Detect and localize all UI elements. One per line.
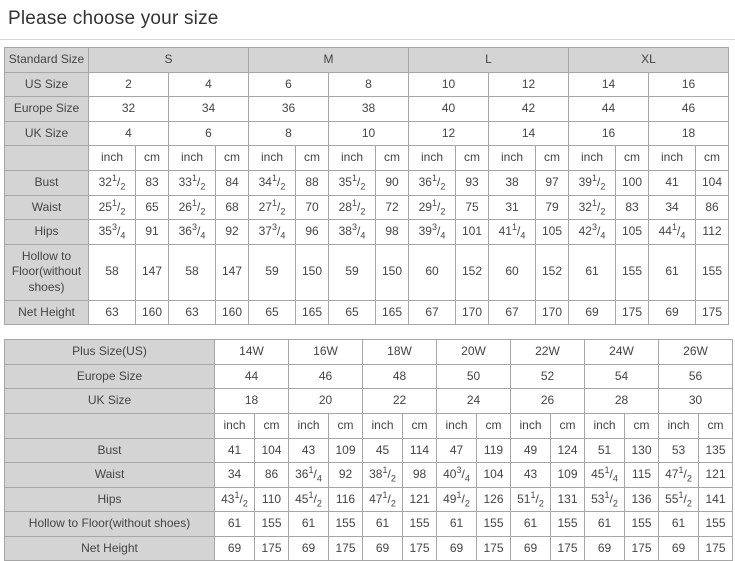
standard-size-value: M (249, 48, 409, 73)
waist-value: $40^3/_4$ (437, 463, 477, 488)
waist-value: 98 (403, 463, 437, 488)
plus-size-us-value: 18W (363, 340, 437, 365)
waist-value: 34 (649, 195, 696, 220)
bust-value: 43 (289, 438, 329, 463)
standard-size-value: S (89, 48, 249, 73)
hollow-to-floor-label: Hollow to Floor(without shoes) (5, 512, 215, 537)
waist-value: 109 (551, 463, 585, 488)
waist-value: $25^1/_2$ (89, 195, 136, 220)
net-height-value: 69 (511, 536, 551, 561)
uk-size-value: 18 (215, 389, 289, 414)
units-value: inch (363, 413, 403, 438)
net-height-value: 165 (376, 300, 409, 325)
europe-size-row (5, 364, 733, 389)
hollow-to-floor-value: 155 (696, 244, 729, 300)
units-value: inch (649, 146, 696, 171)
bust-value: 51 (585, 438, 625, 463)
bust-value: 83 (136, 170, 169, 195)
units-label (5, 146, 89, 171)
net-height-value: 165 (296, 300, 329, 325)
bust-value: 45 (363, 438, 403, 463)
uk-size-label: UK Size (5, 121, 89, 146)
hips-value: 136 (625, 487, 659, 512)
units-value: inch (489, 146, 536, 171)
hips-value: 98 (376, 220, 409, 245)
waist-value: 31 (489, 195, 536, 220)
hips-value: 141 (699, 487, 733, 512)
bust-value: 90 (376, 170, 409, 195)
hips-label: Hips (5, 220, 89, 245)
units-value: cm (403, 413, 437, 438)
bust-value: $39^1/_2$ (569, 170, 616, 195)
units-row (5, 413, 733, 438)
units-value: cm (456, 146, 489, 171)
europe-size-value: 42 (489, 97, 569, 122)
waist-value: 115 (625, 463, 659, 488)
net-height-value: 69 (659, 536, 699, 561)
net-height-value: 63 (169, 300, 216, 325)
uk-size-value: 26 (511, 389, 585, 414)
units-value: cm (329, 413, 363, 438)
bust-value: 47 (437, 438, 477, 463)
hollow-to-floor-value: 152 (456, 244, 489, 300)
net-height-label: Net Height (5, 300, 89, 325)
bust-value: 104 (696, 170, 729, 195)
units-value: inch (585, 413, 625, 438)
bust-value: $35^1/_2$ (329, 170, 376, 195)
net-height-value: 69 (215, 536, 255, 561)
plus-size-us-value: 20W (437, 340, 511, 365)
bust-value: 93 (456, 170, 489, 195)
title-divider (0, 39, 735, 40)
waist-value: $28^1/_2$ (329, 195, 376, 220)
europe-size-value: 52 (511, 364, 585, 389)
waist-value: 79 (536, 195, 569, 220)
hips-value: $36^3/_4$ (169, 220, 216, 245)
standard-size-label: Standard Size (5, 48, 89, 73)
waist-value: 65 (136, 195, 169, 220)
europe-size-value: 46 (289, 364, 363, 389)
net-height-value: 65 (329, 300, 376, 325)
hollow-to-floor-value: 150 (296, 244, 329, 300)
waist-value: 70 (296, 195, 329, 220)
europe-size-value: 40 (409, 97, 489, 122)
us-size-label: US Size (5, 72, 89, 97)
net-height-value: 175 (625, 536, 659, 561)
net-height-value: 175 (403, 536, 437, 561)
europe-size-value: 38 (329, 97, 409, 122)
hollow-to-floor-value: 155 (403, 512, 437, 537)
bust-row (5, 438, 733, 463)
waist-value: 34 (215, 463, 255, 488)
waist-label: Waist (5, 195, 89, 220)
units-value: cm (699, 413, 733, 438)
europe-size-row (5, 97, 729, 122)
us-size-value: 4 (169, 72, 249, 97)
bust-value: 104 (255, 438, 289, 463)
hips-value: 91 (136, 220, 169, 245)
uk-size-value: 20 (289, 389, 363, 414)
net-height-value: 175 (477, 536, 511, 561)
europe-size-value: 48 (363, 364, 437, 389)
waist-value: 121 (699, 463, 733, 488)
net-height-value: 175 (551, 536, 585, 561)
bust-value: $36^1/_2$ (409, 170, 456, 195)
net-height-value: 69 (437, 536, 477, 561)
net-height-value: 175 (616, 300, 649, 325)
europe-size-value: 36 (249, 97, 329, 122)
net-height-value: 170 (456, 300, 489, 325)
units-value: cm (296, 146, 329, 171)
units-value: inch (215, 413, 255, 438)
hips-label: Hips (5, 487, 215, 512)
bust-value: 53 (659, 438, 699, 463)
net-height-value: 69 (569, 300, 616, 325)
bust-value: 130 (625, 438, 659, 463)
uk-size-value: 10 (329, 121, 409, 146)
hips-value: 121 (403, 487, 437, 512)
plus-size-us-row (5, 340, 733, 365)
bust-value: $33^1/_2$ (169, 170, 216, 195)
net-height-row (5, 536, 733, 561)
waist-value: 92 (329, 463, 363, 488)
hollow-to-floor-value: 61 (511, 512, 551, 537)
hips-value: $53^1/_2$ (585, 487, 625, 512)
hollow-to-floor-value: 61 (569, 244, 616, 300)
hollow-to-floor-value: 58 (169, 244, 216, 300)
net-height-row (5, 300, 729, 325)
waist-value: 86 (255, 463, 289, 488)
europe-size-value: 46 (649, 97, 729, 122)
net-height-value: 67 (489, 300, 536, 325)
units-value: inch (289, 413, 329, 438)
bust-value: 135 (699, 438, 733, 463)
hollow-to-floor-label: Hollow to Floor(without shoes) (5, 244, 89, 300)
hips-value: $41^1/_4$ (489, 220, 536, 245)
hips-value: 110 (255, 487, 289, 512)
net-height-value: 69 (585, 536, 625, 561)
hollow-to-floor-value: 155 (699, 512, 733, 537)
hollow-to-floor-value: 150 (376, 244, 409, 300)
us-size-value: 2 (89, 72, 169, 97)
hollow-to-floor-value: 155 (255, 512, 289, 537)
net-height-value: 175 (699, 536, 733, 561)
hollow-to-floor-value: 61 (363, 512, 403, 537)
units-value: cm (477, 413, 511, 438)
hollow-to-floor-value: 61 (437, 512, 477, 537)
units-row (5, 146, 729, 171)
hollow-to-floor-value: 155 (477, 512, 511, 537)
uk-size-value: 12 (409, 121, 489, 146)
hips-value: $38^3/_4$ (329, 220, 376, 245)
europe-size-value: 44 (215, 364, 289, 389)
units-value: cm (625, 413, 659, 438)
hollow-to-floor-value: 147 (136, 244, 169, 300)
europe-size-label: Europe Size (5, 97, 89, 122)
hips-value: $47^1/_2$ (363, 487, 403, 512)
waist-value: 75 (456, 195, 489, 220)
bust-value: 109 (329, 438, 363, 463)
bust-value: 97 (536, 170, 569, 195)
size-guide-page (0, 8, 735, 561)
hips-value: 101 (456, 220, 489, 245)
bust-value: 119 (477, 438, 511, 463)
bust-value: 124 (551, 438, 585, 463)
net-height-value: 69 (363, 536, 403, 561)
uk-size-value: 22 (363, 389, 437, 414)
uk-size-value: 4 (89, 121, 169, 146)
waist-value: $45^1/_4$ (585, 463, 625, 488)
net-height-label: Net Height (5, 536, 215, 561)
net-height-value: 170 (536, 300, 569, 325)
hollow-to-floor-value: 60 (409, 244, 456, 300)
uk-size-value: 8 (249, 121, 329, 146)
bust-value: 41 (215, 438, 255, 463)
waist-value: $27^1/_2$ (249, 195, 296, 220)
bust-label: Bust (5, 170, 89, 195)
hips-value: 131 (551, 487, 585, 512)
hips-value: 112 (696, 220, 729, 245)
bust-value: 88 (296, 170, 329, 195)
europe-size-label: Europe Size (5, 364, 215, 389)
units-value: cm (551, 413, 585, 438)
us-size-value: 6 (249, 72, 329, 97)
units-value: inch (169, 146, 216, 171)
hollow-to-floor-value: 155 (329, 512, 363, 537)
uk-size-row (5, 121, 729, 146)
uk-size-value: 18 (649, 121, 729, 146)
us-size-value: 8 (329, 72, 409, 97)
hollow-to-floor-value: 61 (215, 512, 255, 537)
units-value: cm (616, 146, 649, 171)
waist-value: $38^1/_2$ (363, 463, 403, 488)
units-value: cm (536, 146, 569, 171)
uk-size-value: 30 (659, 389, 733, 414)
uk-size-value: 24 (437, 389, 511, 414)
uk-size-value: 14 (489, 121, 569, 146)
bust-value: 84 (216, 170, 249, 195)
net-height-value: 63 (89, 300, 136, 325)
page-title: Please choose your size (8, 8, 219, 29)
net-height-value: 69 (289, 536, 329, 561)
waist-value: $32^1/_2$ (569, 195, 616, 220)
standard-size-table (4, 47, 729, 325)
bust-value: 41 (649, 170, 696, 195)
europe-size-value: 44 (569, 97, 649, 122)
units-value: inch (329, 146, 376, 171)
us-size-value: 12 (489, 72, 569, 97)
bust-row (5, 170, 729, 195)
hips-value: $55^1/_2$ (659, 487, 699, 512)
hollow-to-floor-value: 155 (625, 512, 659, 537)
hollow-to-floor-value: 147 (216, 244, 249, 300)
hollow-to-floor-value: 61 (585, 512, 625, 537)
hips-value: 92 (216, 220, 249, 245)
net-height-value: 69 (649, 300, 696, 325)
hollow-to-floor-row (5, 244, 729, 300)
us-size-row (5, 72, 729, 97)
europe-size-value: 50 (437, 364, 511, 389)
plus-size-table (4, 339, 733, 561)
hollow-to-floor-value: 58 (89, 244, 136, 300)
waist-value: 86 (696, 195, 729, 220)
bust-value: 100 (616, 170, 649, 195)
hips-value: 105 (616, 220, 649, 245)
uk-size-label: UK Size (5, 389, 215, 414)
units-value: cm (216, 146, 249, 171)
waist-value: $26^1/_2$ (169, 195, 216, 220)
uk-size-row (5, 389, 733, 414)
bust-value: $34^1/_2$ (249, 170, 296, 195)
units-value: cm (136, 146, 169, 171)
plus-size-us-value: 16W (289, 340, 363, 365)
hips-value: $39^3/_4$ (409, 220, 456, 245)
plus-size-us-value: 22W (511, 340, 585, 365)
us-size-value: 14 (569, 72, 649, 97)
hips-value: $44^1/_4$ (649, 220, 696, 245)
waist-row (5, 463, 733, 488)
standard-size-value: L (409, 48, 569, 73)
hollow-to-floor-row (5, 512, 733, 537)
waist-row (5, 195, 729, 220)
standard-size-row (5, 48, 729, 73)
hips-value: $35^3/_4$ (89, 220, 136, 245)
hollow-to-floor-value: 59 (329, 244, 376, 300)
standard-size-value: XL (569, 48, 729, 73)
units-value: inch (409, 146, 456, 171)
hips-value: 116 (329, 487, 363, 512)
hips-value: $49^1/_2$ (437, 487, 477, 512)
hollow-to-floor-value: 61 (659, 512, 699, 537)
units-value: inch (249, 146, 296, 171)
units-value: inch (89, 146, 136, 171)
net-height-value: 175 (255, 536, 289, 561)
hollow-to-floor-value: 155 (616, 244, 649, 300)
hollow-to-floor-value: 61 (289, 512, 329, 537)
waist-value: $29^1/_2$ (409, 195, 456, 220)
bust-value: 38 (489, 170, 536, 195)
waist-label: Waist (5, 463, 215, 488)
units-value: inch (659, 413, 699, 438)
uk-size-value: 28 (585, 389, 659, 414)
plus-size-us-value: 24W (585, 340, 659, 365)
europe-size-value: 34 (169, 97, 249, 122)
hips-row (5, 487, 733, 512)
hips-value: $51^1/_2$ (511, 487, 551, 512)
hips-value: $37^3/_4$ (249, 220, 296, 245)
hips-value: 126 (477, 487, 511, 512)
net-height-value: 160 (136, 300, 169, 325)
units-value: cm (696, 146, 729, 171)
net-height-value: 160 (216, 300, 249, 325)
hips-value: $45^1/_2$ (289, 487, 329, 512)
plus-size-us-value: 26W (659, 340, 733, 365)
bust-value: 114 (403, 438, 437, 463)
hips-value: $43^1/_2$ (215, 487, 255, 512)
hips-row (5, 220, 729, 245)
units-label (5, 413, 215, 438)
hollow-to-floor-value: 155 (551, 512, 585, 537)
hips-value: 96 (296, 220, 329, 245)
hips-value: $42^3/_4$ (569, 220, 616, 245)
hollow-to-floor-value: 59 (249, 244, 296, 300)
waist-value: 72 (376, 195, 409, 220)
uk-size-value: 16 (569, 121, 649, 146)
waist-value: 68 (216, 195, 249, 220)
units-value: cm (255, 413, 289, 438)
waist-value: 83 (616, 195, 649, 220)
plus-size-us-value: 14W (215, 340, 289, 365)
bust-label: Bust (5, 438, 215, 463)
hollow-to-floor-value: 61 (649, 244, 696, 300)
hollow-to-floor-value: 152 (536, 244, 569, 300)
waist-value: 43 (511, 463, 551, 488)
net-height-value: 175 (329, 536, 363, 561)
hollow-to-floor-value: 60 (489, 244, 536, 300)
net-height-value: 175 (696, 300, 729, 325)
units-value: inch (569, 146, 616, 171)
waist-value: $36^1/_4$ (289, 463, 329, 488)
us-size-value: 10 (409, 72, 489, 97)
units-value: cm (376, 146, 409, 171)
waist-value: 104 (477, 463, 511, 488)
net-height-value: 67 (409, 300, 456, 325)
uk-size-value: 6 (169, 121, 249, 146)
europe-size-value: 54 (585, 364, 659, 389)
units-value: inch (511, 413, 551, 438)
plus-size-us-label: Plus Size(US) (5, 340, 215, 365)
bust-value: $32^1/_2$ (89, 170, 136, 195)
hips-value: 105 (536, 220, 569, 245)
waist-value: $47^1/_2$ (659, 463, 699, 488)
europe-size-value: 32 (89, 97, 169, 122)
us-size-value: 16 (649, 72, 729, 97)
europe-size-value: 56 (659, 364, 733, 389)
units-value: inch (437, 413, 477, 438)
net-height-value: 65 (249, 300, 296, 325)
bust-value: 49 (511, 438, 551, 463)
